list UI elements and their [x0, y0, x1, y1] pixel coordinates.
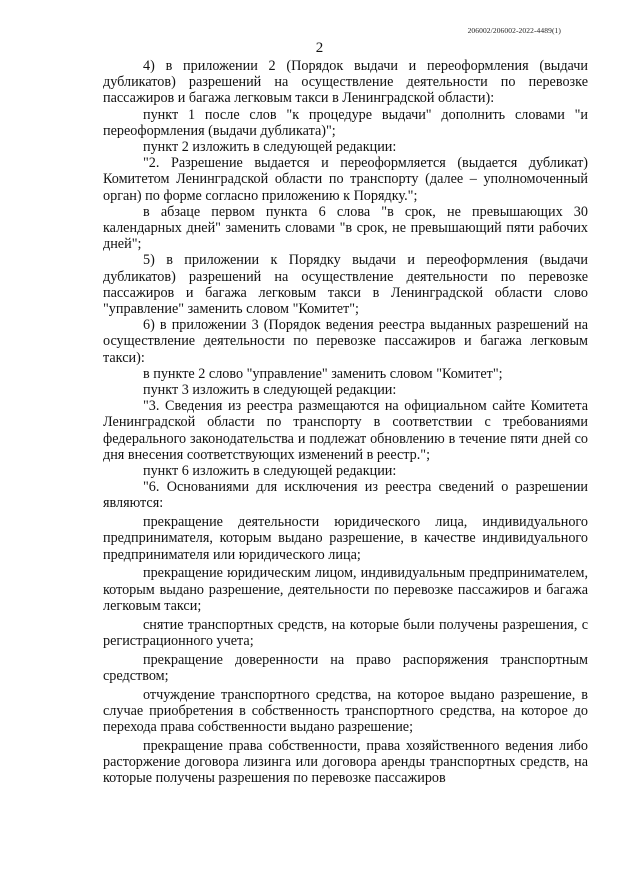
paragraph: "6. Основаниями для исключения из реестра сведений о разрешении являются: — [103, 479, 588, 512]
paragraph: "2. Разрешение выдается и переоформляется (выдается дубликат) Комитетом Ленинградской области по транспорту (далее – уполномоченный орган) по форме согласно приложению к Порядку."; — [103, 155, 588, 204]
paragraph: в абзаце первом пункта 6 слова "в срок, не превышающих 30 календарных дней" заменить словами "в срок, не превышающий пяти рабочих дней"; — [103, 203, 588, 253]
paragraph: 4) в приложении 2 (Порядок выдачи и переоформления (выдачи дубликатов) разрешений на осуществление деятельности по перевозке пассажиров и багажа легковым такси в Ленинградской области): — [103, 58, 588, 107]
paragraph: прекращение деятельности юридического лица, индивидуального предпринимателя, которым выдано разрешение, в качестве индивидуального предпринимателя или юридического лица; — [103, 514, 588, 563]
paragraph: пункт 1 после слов "к процедуре выдачи" дополнить словами "и переоформления (выдачи дубликата)"; — [103, 106, 588, 139]
paragraph: прекращение права собственности, права хозяйственного ведения либо расторжение договора лизинга или договора аренды транспортных средств, на которые получены разрешения по перевозке пассажиров — [103, 737, 588, 787]
document-body — [103, 58, 588, 787]
paragraph: отчуждение транспортного средства, на которое выдано разрешение, в случае приобретения в собственность транспортного средства, на которое до перехода права собственности выдано разрешение; — [103, 686, 588, 736]
paragraph: снятие транспортных средств, на которые были получены разрешения, с регистрационного учета; — [103, 616, 588, 649]
paragraph: 5) в приложении к Порядку выдачи и переоформления (выдачи дубликатов) разрешений на осуществление деятельности по перевозке пассажиров и багажа легковым такси в Ленинградской области слово "управление" заменить словом "Комитет"; — [103, 252, 588, 318]
paragraph: 6) в приложении 3 (Порядок ведения реестра выданных разрешений на осуществление деятельности по перевозке пассажиров и багажа легковым такси): — [103, 317, 588, 366]
paragraph: прекращение доверенности на право распоряжения транспортным средством; — [103, 651, 588, 684]
paragraph: пункт 3 изложить в следующей редакции: — [143, 382, 397, 399]
page-number: 2 — [315, 40, 324, 56]
paragraph: прекращение юридическим лицом, индивидуальным предпринимателем, которым выдано разрешение, деятельности по перевозке пассажиров и багажа легковым такси; — [103, 565, 588, 614]
paragraph: пункт 2 изложить в следующей редакции: — [143, 139, 397, 156]
paragraph: пункт 6 изложить в следующей редакции: — [143, 463, 397, 480]
document-id: 206002/206002-2022-4489(1) — [467, 26, 561, 35]
paragraph: в пункте 2 слово "управление" заменить словом "Комитет"; — [143, 365, 503, 382]
paragraph: "3. Сведения из реестра размещаются на официальном сайте Комитета Ленинградской области по транспорту в соответствии с требованиями федерального законодательства и подлежат обновлению в течение пяти дней со дня внесения соответствующих изменений в реестр."; — [103, 398, 588, 463]
